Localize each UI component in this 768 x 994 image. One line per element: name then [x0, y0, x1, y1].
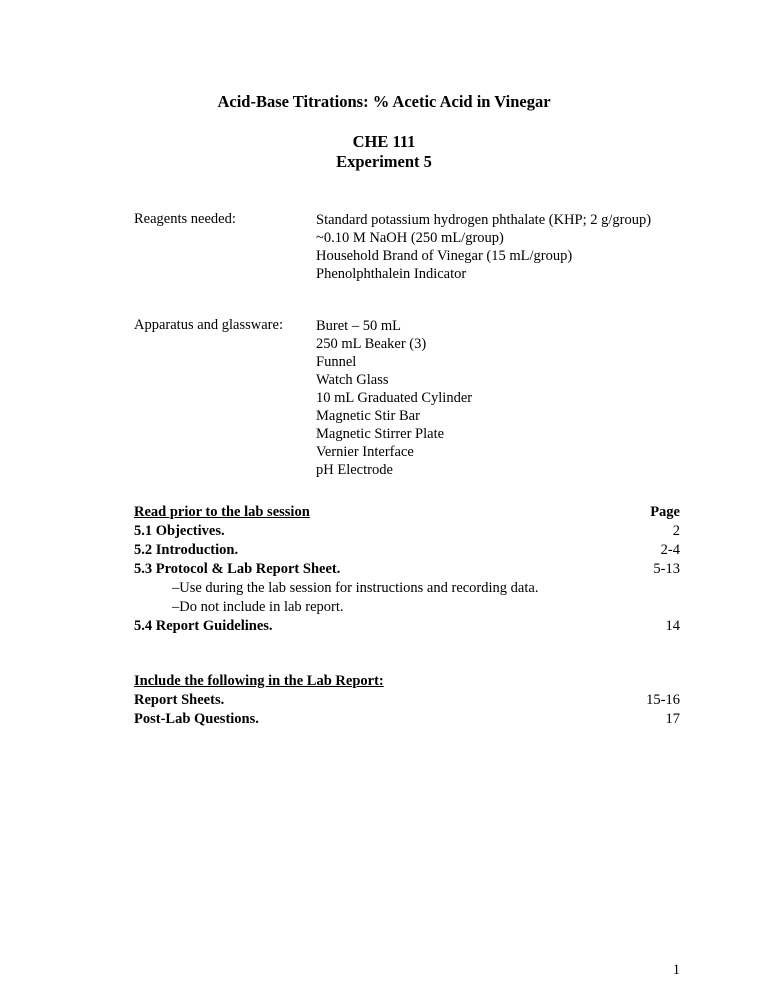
course-code: CHE 111 — [352, 132, 416, 151]
toc-entry-page: 15-16 — [646, 692, 680, 708]
toc-entry — [134, 691, 680, 710]
toc-entry-page: 14 — [665, 618, 680, 634]
toc-entry — [134, 710, 680, 729]
toc-entry-page: 5-13 — [653, 561, 680, 577]
apparatus-item: 10 mL Graduated Cylinder — [316, 390, 473, 406]
toc-report-section — [134, 672, 680, 729]
apparatus-item: 250 mL Beaker (3) — [316, 336, 427, 352]
reagents-list — [316, 211, 651, 283]
reagent-item: Phenolphthalein Indicator — [316, 266, 467, 282]
toc-entry-label: 5.1 Objectives. — [134, 523, 225, 539]
toc-heading-row — [134, 672, 680, 691]
toc-entry-label: Report Sheets. — [134, 692, 225, 708]
apparatus-item: Magnetic Stirrer Plate — [316, 426, 445, 442]
toc-entry — [134, 617, 680, 636]
toc-prior-heading: Read prior to the lab session — [134, 504, 310, 520]
toc-entry-label: Post-Lab Questions. — [134, 711, 259, 727]
toc-entry — [134, 560, 680, 579]
reagent-item: Standard potassium hydrogen phthalate (KHP; 2 g/group) — [316, 212, 652, 228]
apparatus-list — [316, 317, 472, 479]
toc-report-heading: Include the following in the Lab Report: — [134, 673, 384, 689]
toc-entry-label: 5.3 Protocol & Lab Report Sheet. — [134, 561, 341, 577]
toc-note: –Use during the lab session for instructions and recording data. — [172, 580, 539, 596]
toc-note: –Do not include in lab report. — [172, 599, 344, 615]
document-title: Acid-Base Titrations: % Acetic Acid in Vinegar — [217, 92, 551, 111]
toc-entry-page: 2 — [672, 523, 680, 539]
reagents-label: Reagents needed: — [134, 211, 236, 227]
apparatus-item: Vernier Interface — [316, 444, 414, 460]
toc-entry — [134, 541, 680, 560]
reagent-item: Household Brand of Vinegar (15 mL/group) — [316, 248, 573, 264]
toc-entry-label: 5.2 Introduction. — [134, 542, 239, 558]
apparatus-item: Magnetic Stir Bar — [316, 408, 420, 424]
apparatus-item: pH Electrode — [316, 462, 393, 478]
toc-entry-page: 2-4 — [660, 542, 680, 558]
apparatus-item: Funnel — [316, 354, 357, 370]
apparatus-item: Watch Glass — [316, 372, 389, 388]
page-number: 1 — [672, 962, 680, 978]
toc-entry — [134, 522, 680, 541]
reagent-item: ~0.10 M NaOH (250 mL/group) — [316, 230, 504, 246]
apparatus-label: Apparatus and glassware: — [134, 317, 283, 333]
toc-entry-page: 17 — [665, 711, 680, 727]
experiment-number: Experiment 5 — [336, 152, 432, 171]
apparatus-item: Buret – 50 mL — [316, 318, 401, 334]
toc-prior-section — [134, 503, 680, 636]
toc-entry-label: 5.4 Report Guidelines. — [134, 618, 273, 634]
toc-heading-row — [134, 503, 680, 522]
toc-page-heading: Page — [650, 504, 680, 520]
